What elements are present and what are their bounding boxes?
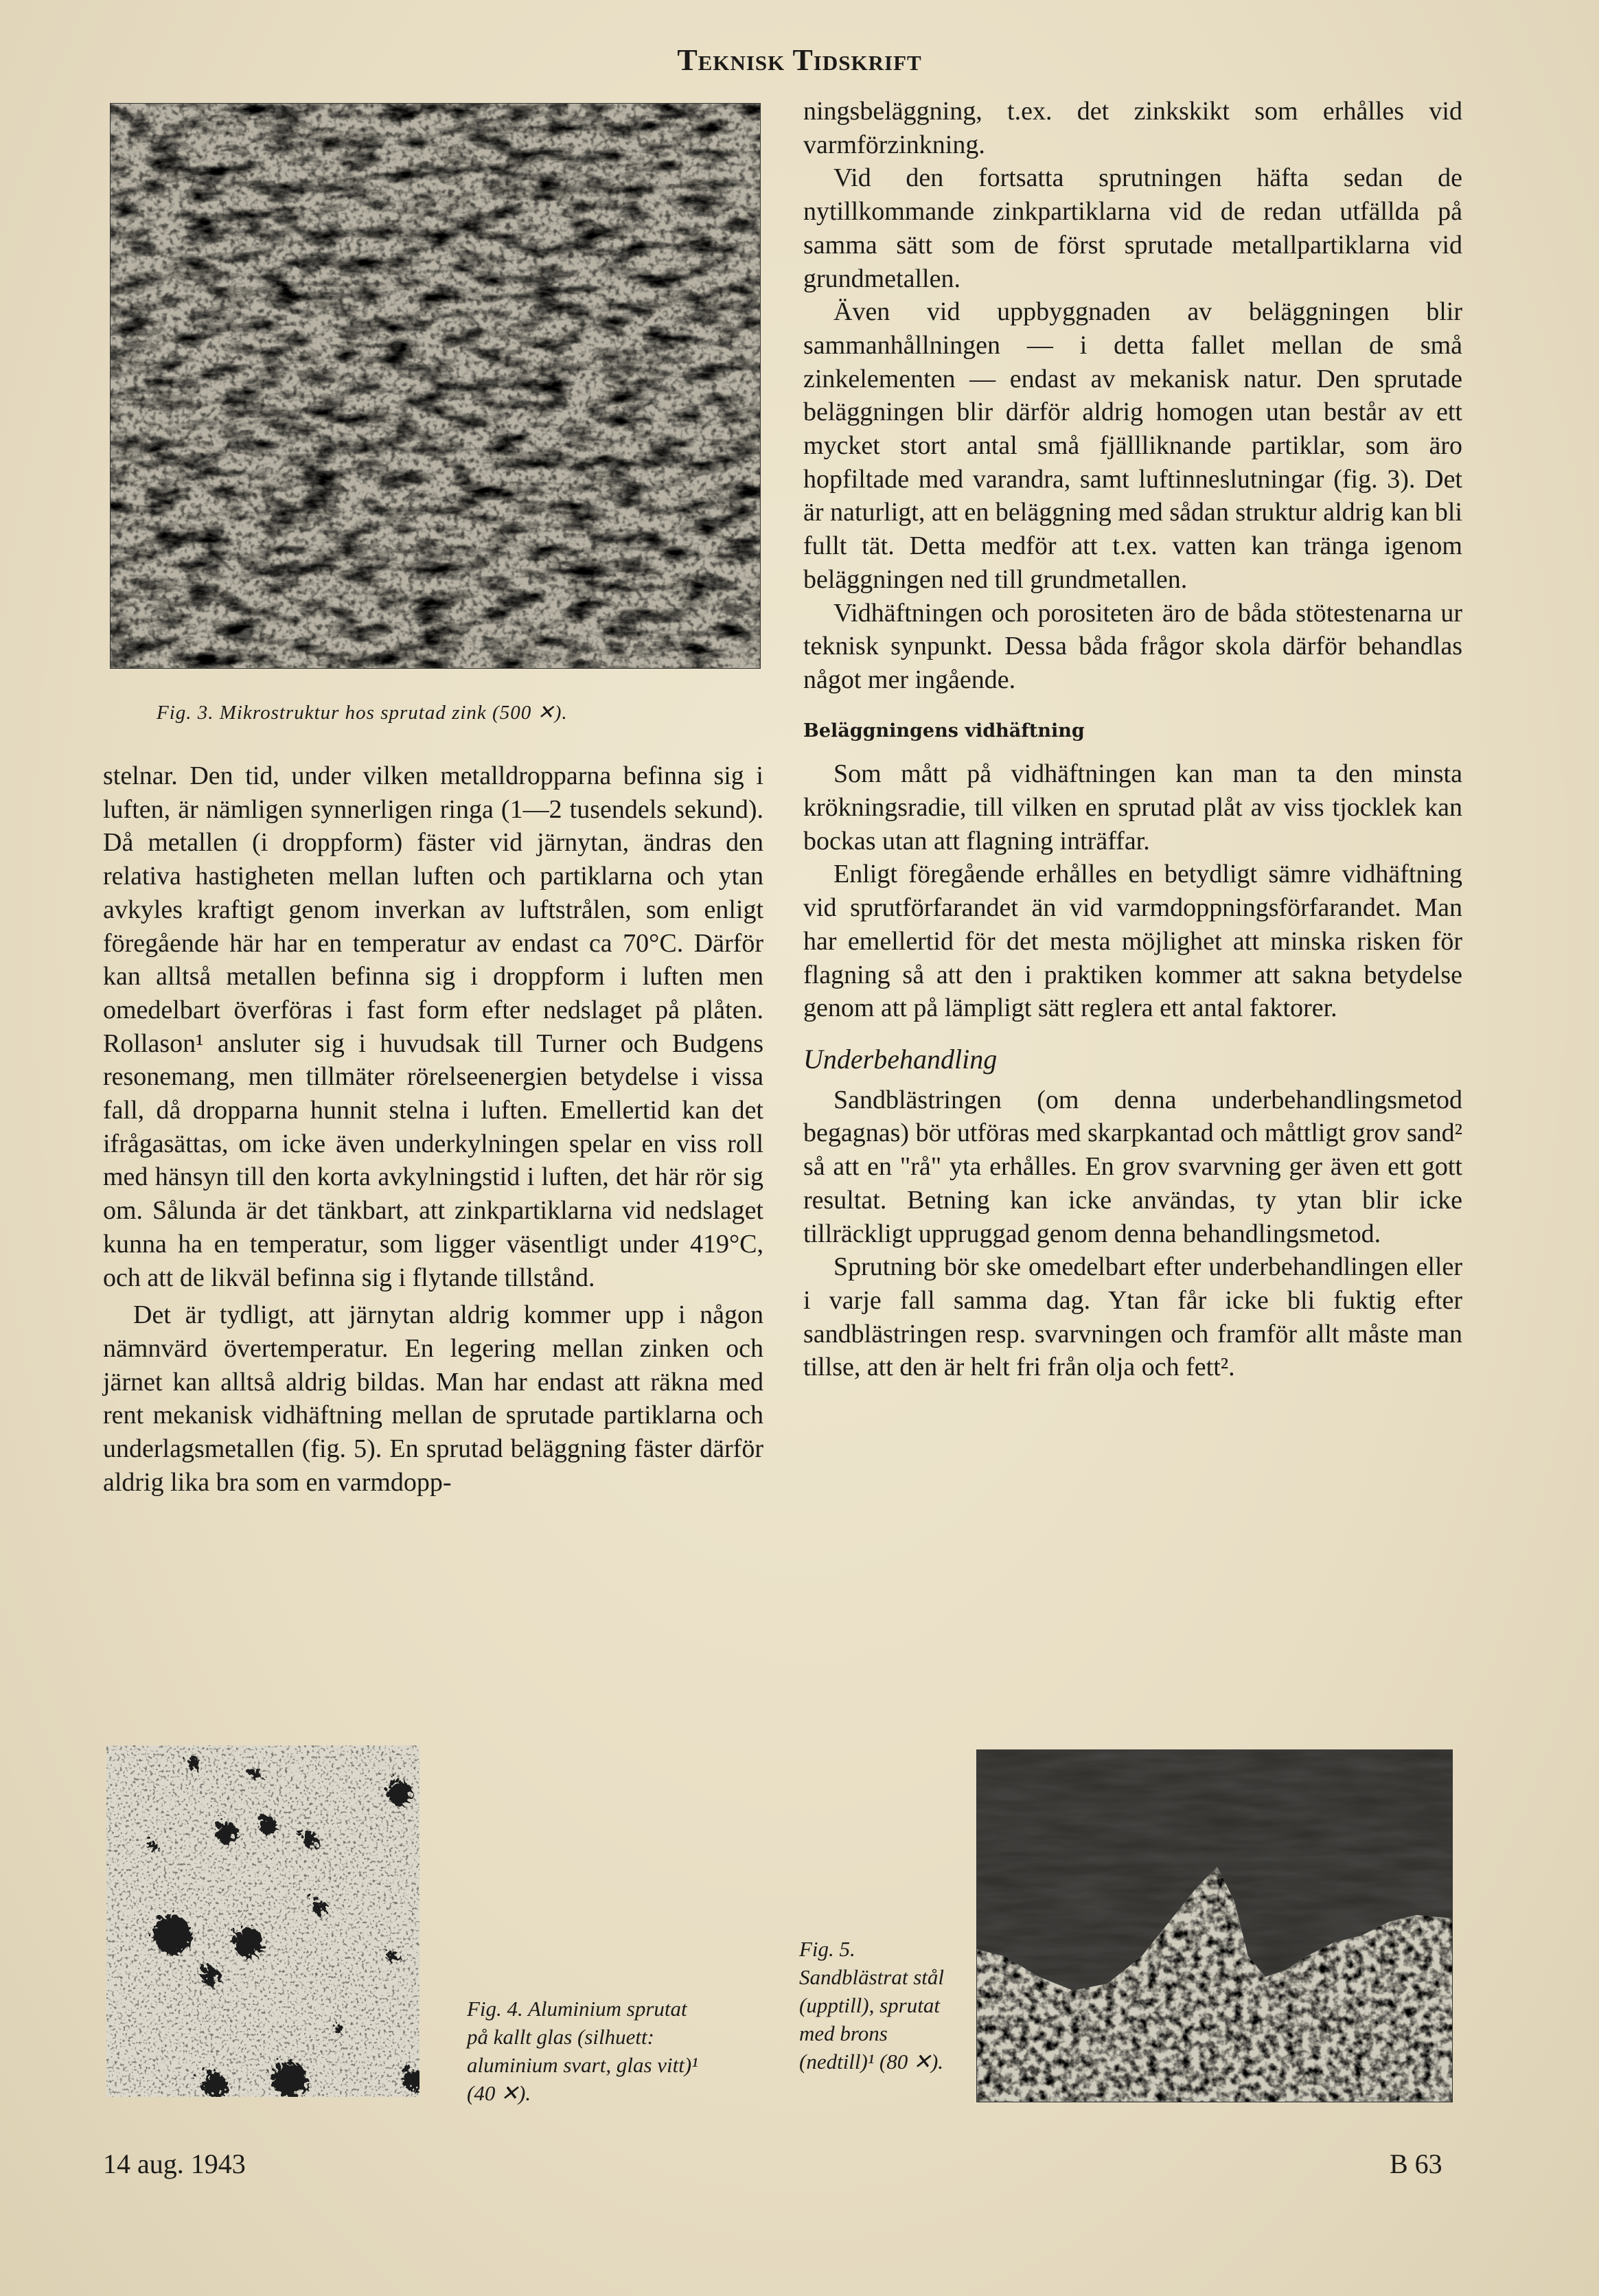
paragraph: Som mått på vidhäftningen kan man ta den minsta krökningsradie, till vilken en sprutad plåt av viss tjocklek kan bockas utan att flagning inträffar. [803, 759, 1462, 856]
paragraph: Vid den fortsatta sprutningen häfta sedan de nytillkommande zinkpartiklarna vid de redan utfällda på samma sätt som de först sprutade metallpartiklarna vid grundmetallen. [803, 163, 1462, 293]
paragraph: ningsbeläggning, t.ex. det zinkskikt som erhålles vid varmförzinkning. [803, 97, 1462, 159]
section-heading: Beläggningens vidhäftning [803, 720, 1085, 742]
fig3-micrograph [110, 103, 761, 669]
paragraph: Det är tydligt, att järnytan aldrig kommer upp i någon nämnvärd övertemperatur. En legering mellan zinken och järnet kan alltså aldrig bildas. Man har endast att räkna med rent mekanisk vidhäftning mellan de sprutade partiklarna och underlagsmetallen (fig. 5). En sprutad beläggning fäster därför aldrig lika bra som en varmdopp- [103, 1300, 763, 1497]
paragraph: stelnar. Den tid, under vilken metalldropparna befinna sig i luften, är nämligen synnerligen ringa (1—2 tusendels sekund). Då metallen (i droppform) fäster vid järnytan, ändras den relativa hastigheten mellan luften och partiklarna och ytan avkyles kraftigt genom inverkan av luftstrålen, som enligt föregående här har en temperatur av endast ca 70°C. Därför kan alltså metallen befinna sig i droppform i luften men omedelbart överföras i fast form efter nedslaget på plåten. Rollason¹ ansluter sig i huvudsak till Turner och Budgens resonemang, men tillmäter rörelseenergien betydelse i vissa fall, då dropparna hunnit stelna i luften. Emellertid kan det ifrågasättas, om icke även underkylningen spelar en viss roll med hänsyn till den korta avkylningstid i luften, det här rör sig om. Sålunda är det tänkbart, att zinkpartiklarna vid nedslaget kunna ha en temperatur, som ligger väsentligt under 419°C, och att de likväl befinna sig i flytande tillstånd. [103, 761, 763, 1292]
paragraph: Sprutning bör ske omedelbart efter underbehandlingen eller i varje fall samma dag. Ytan får icke bli fuktig efter sandblästringen resp. svarvningen och framför allt måste man tillse, att den är helt fri från olja och fett². [803, 1252, 1462, 1382]
section-heading: Underbehandling [803, 1043, 998, 1075]
aluminium-splat-image [106, 1745, 419, 2097]
journal-header: Teknisk Tidskrift [677, 43, 922, 77]
fig4-caption: Fig. 4. Aluminium sprutat på kallt glas (silhuett: aluminium svart, glas vitt)¹ (40 ✕). [467, 1997, 698, 2105]
paragraph: Vidhäftningen och porositeten äro de båda stötestenarna ur teknisk synpunkt. Dessa båda frågor skola därför behandlas något mer ingående. [803, 598, 1462, 694]
fig3-caption: Fig. 3. Mikrostruktur hos sprutad zink (500 ✕). [157, 702, 568, 724]
paragraph: Enligt föregående erhålles en betydligt sämre vidhäftning vid sprutförfarandet än vid varmdoppningsförfarandet. Man har emellertid för det mesta möjlighet att minska risken för flagning så att den i praktiken kommer att sakna betydelse genom att på lämpligt sätt reglera ett antal faktorer. [803, 860, 1462, 1023]
footer-page-number: B 63 [1390, 2148, 1442, 2179]
left-column [103, 759, 763, 1499]
zinc-microstructure-image [111, 104, 760, 668]
paragraph: Sandblästringen (om denna underbehandlingsmetod begagnas) bör utföras med skarpkantad och måttligt grov sand² så att en "rå" yta erhålles. En grov svarvning ger även ett gott resultat. Betning kan icke användas, ty ytan blir icke tillräckligt uppruggad genom denna behandlingsmetod. [803, 1085, 1462, 1248]
footer-date: 14 aug. 1943 [103, 2148, 246, 2179]
fig5-caption: Fig. 5. Sandblästrat stål (upptill), sprutat med brons (nedtill)¹ (80 ✕). [799, 1937, 945, 2074]
fig4-silhouette [106, 1745, 419, 2097]
paragraph: Även vid uppbyggnaden av beläggningen blir sammanhållningen — i detta fallet mellan de små zinkelementen — endast av mekanisk natur. Den sprutade beläggningen blir därför aldrig homogen utan består av ett mycket stort antal små fjällliknande partiklar, som äro hopfiltade med varandra, samt luftinneslutningar (fig. 3). Det är naturligt, att en beläggning med sådan struktur aldrig kan bli fullt tät. Detta medför att t.ex. vatten kan tränga igenom beläggningen ned till grundmetallen. [803, 297, 1462, 594]
fig5-micrograph [976, 1749, 1453, 2102]
sandblasted-steel-image [977, 1750, 1452, 2102]
right-column [803, 95, 1462, 1384]
